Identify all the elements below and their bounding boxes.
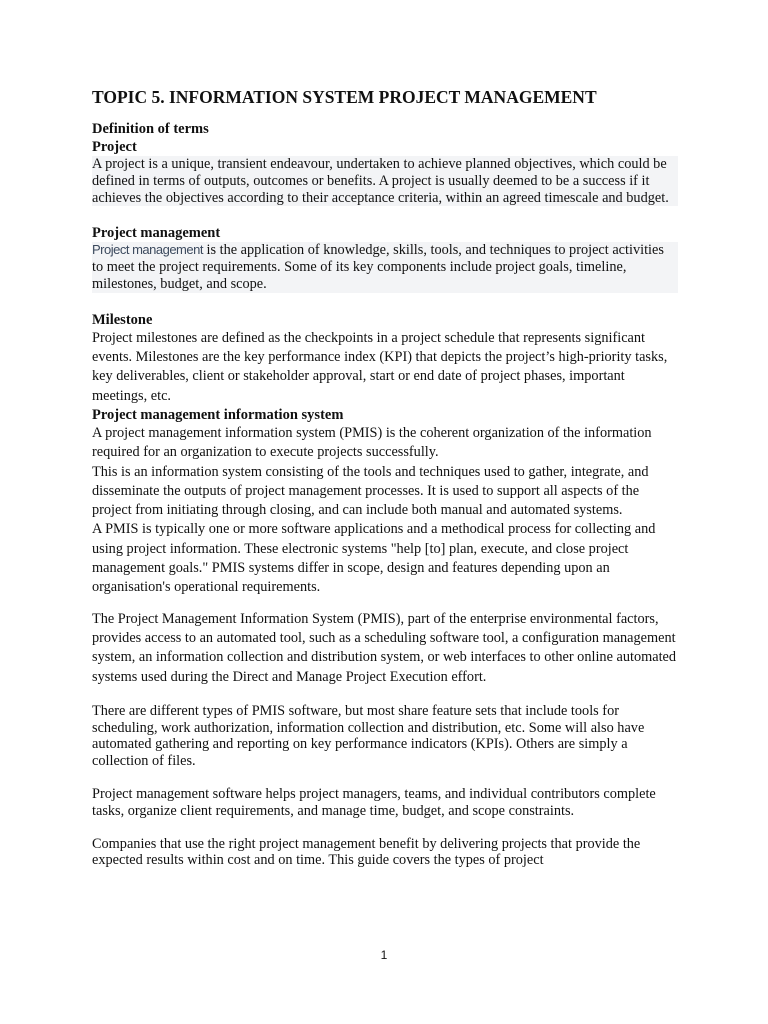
project-management-text: is the application of knowledge, skills, tools, and techniques to project activities to meet the project requirements. Some of its key components include project goals, timeline, milestones, budget, and scope.	[92, 242, 664, 292]
pmis-paragraph-6: Project management software helps project managers, teams, and individual contributors complete tasks, organize client requirements, and manage time, budget, and scope constraints.	[92, 786, 656, 819]
pmis-paragraph-4: The Project Management Information System (PMIS), part of the enterprise environmental factors, provides access to an automated tool, such as a scheduling software tool, a configuration management system, an information collection and distribution system, or web interfaces to other online automated systems used during the Direct and Manage Project Execution effort.	[92, 610, 677, 685]
pmis-paragraph-5: There are different types of PMIS software, but most share feature sets that include tools for scheduling, work authorization, information collection and distribution, etc. Some will also have automated gathering and reporting on key performance indicators (KPIs). Others are simply a collection of files.	[92, 702, 645, 770]
pmis-paragraph-1: A project management information system (PMIS) is the coherent organization of the information required for an organization to execute projects successfully.	[92, 424, 652, 461]
project-management-link[interactable]: Project management	[92, 242, 203, 258]
project-definition: A project is a unique, transient endeavour, undertaken to achieve planned objectives, which could be defined in terms of outputs, outcomes or benefits. A project is usually deemed to be a success if it achieves the objectives according to their acceptance criteria, within an agreed timescale and budget.	[92, 156, 678, 206]
pmis-heading: Project management information system	[92, 406, 344, 423]
milestone-heading: Milestone	[92, 311, 153, 328]
document-page	[92, 86, 678, 869]
milestone-definition: Project milestones are defined as the checkpoints in a project schedule that represents significant events. Milestones are the key performance index (KPI) that depicts the project’s high-priority tasks, key deliverables, client or stakeholder approval, start or end date of project phases, important meetings, etc.	[92, 329, 668, 404]
definitions-heading: Definition of terms	[92, 121, 209, 137]
project-heading: Project	[92, 139, 137, 155]
document-title: TOPIC 5. INFORMATION SYSTEM PROJECT MANAGEMENT	[92, 87, 597, 107]
page-number: 1	[380, 948, 388, 962]
project-management-definition	[92, 242, 678, 292]
pmis-paragraph-7: Companies that use the right project management benefit by delivering projects that provide the expected results within cost and on time. This guide covers the types of project	[92, 835, 641, 869]
project-management-heading: Project management	[92, 225, 221, 242]
pmis-paragraph-3: A PMIS is typically one or more software applications and a methodical process for collecting and using project information. These electronic systems "help [to] plan, execute, and close project management goals." PMIS systems differ in scope, design and features depending upon an organisation's operational requirements.	[92, 521, 656, 596]
pmis-paragraph-2: This is an information system consisting of the tools and techniques used to gather, integrate, and disseminate the outputs of project management processes. It is used to support all aspects of the project from initiating through closing, and can include both manual and automated systems.	[92, 463, 649, 519]
